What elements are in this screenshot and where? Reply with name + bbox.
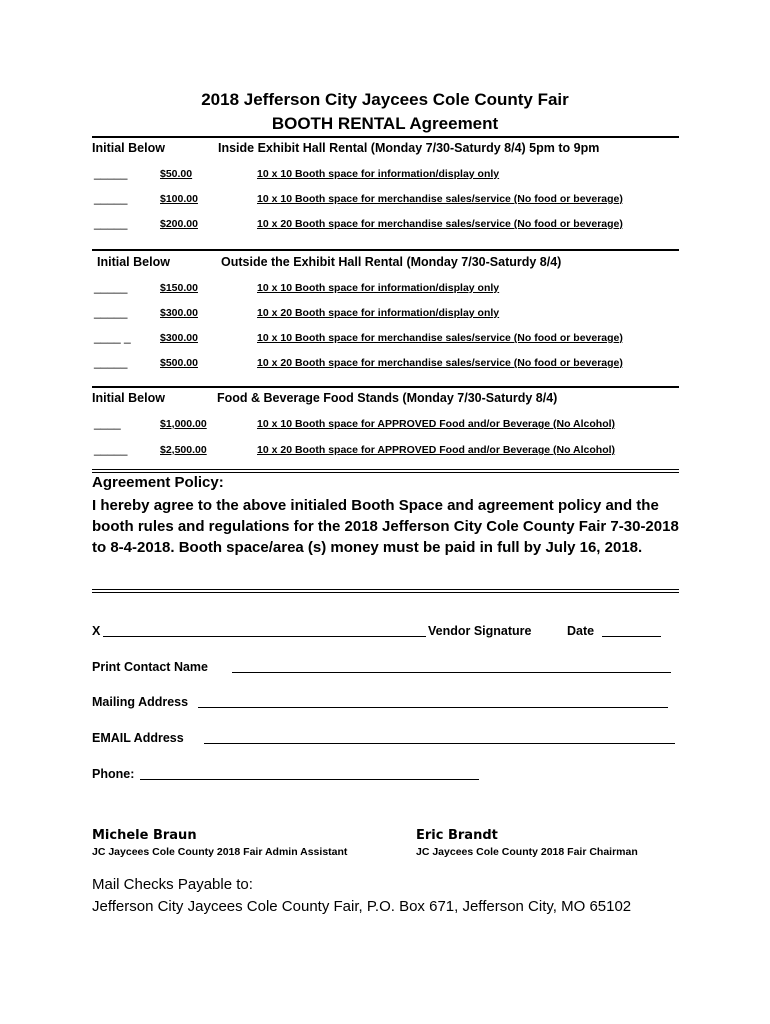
signature-x-mark: X [92,624,101,638]
divider [92,386,679,388]
initial-blank[interactable]: _____ [94,216,128,230]
divider [92,589,679,593]
print-contact-name-label: Print Contact Name [92,660,208,674]
signer-title: JC Jaycees Cole County 2018 Fair Chairman [416,846,638,858]
price: $300.00 [160,332,198,344]
booth-description: 10 x 20 Booth space for merchandise sales/service (No food or beverage) [257,357,623,369]
phone-line[interactable] [140,767,479,785]
mail-checks-colon: : [248,876,253,893]
mail-address: Jefferson City Jaycees Cole County Fair, P.O. Box 671, Jefferson City, MO 65102 [92,898,632,915]
signer-name: Eric Brandt [416,828,498,843]
divider [92,136,679,138]
vendor-signature-label: Vendor Signature [428,624,532,638]
booth-description: 10 x 10 Booth space for APPROVED Food and/or Beverage (No Alcohol) [257,418,616,430]
booth-description: 10 x 20 Booth space for merchandise sales/service (No food or beverage) [257,218,623,230]
policy-text: I hereby agree to the above initialed Booth Space and agreement policy and the booth rules and regulations for the 2018 Jefferson City Cole County Fair 7-30-2018 to 8-4-2018. Booth space/area (s) money must be paid in full by July 16, 2018. [92,497,679,556]
policy-heading: Agreement Policy: [92,474,224,491]
phone-label: Phone: [92,767,135,781]
section-heading-food: Food & Beverage Food Stands (Monday 7/30-Saturdy 8/4) [217,391,558,405]
email-address-line[interactable] [204,731,675,749]
price: $300.00 [160,307,198,319]
booth-description: 10 x 10 Booth space for merchandise sales/service (No food or beverage) [257,332,623,344]
date-line[interactable] [602,624,661,642]
booth-description: 10 x 10 Booth space for information/display only [257,168,500,180]
date-label: Date [567,624,595,638]
initial-blank[interactable]: _____ [94,166,128,180]
email-address-label: EMAIL Address [92,731,184,745]
price: $50.00 [160,168,193,180]
initial-blank[interactable]: _____ [94,191,128,205]
initial-blank[interactable]: ____ _ [94,330,131,344]
title-line-1: 2018 Jefferson City Jaycees Cole County Fair [201,90,569,109]
initial-blank[interactable]: ____ [94,416,121,430]
initial-blank[interactable]: _____ [94,355,128,369]
price: $100.00 [160,193,198,205]
booth-description: 10 x 10 Booth space for merchandise sales/service (No food or beverage) [257,193,623,205]
divider [92,469,679,473]
signer-title: JC Jaycees Cole County 2018 Fair Admin Assistant [92,846,348,858]
price: $2,500.00 [160,444,207,456]
booth-description: 10 x 20 Booth space for APPROVED Food and/or Beverage (No Alcohol) [257,444,616,456]
divider [92,249,679,251]
section-heading-inside: Inside Exhibit Hall Rental (Monday 7/30-Saturdy 8/4) 5pm to 9pm [218,141,600,155]
booth-description: 10 x 20 Booth space for information/display only [257,307,500,319]
price: $1,000.00 [160,418,207,430]
mailing-address-label: Mailing Address [92,695,189,709]
initial-below-label-1: Initial Below [92,141,165,155]
booth-description: 10 x 10 Booth space for information/display only [257,282,500,294]
initial-below-label-2: Initial Below [97,255,170,269]
section-heading-outside: Outside the Exhibit Hall Rental (Monday 7/30-Saturdy 8/4) [221,255,562,269]
mail-checks-label: Mail Checks Payable to [92,876,249,893]
price: $200.00 [160,218,198,230]
signer-name: Michele Braun [92,828,197,843]
price: $500.00 [160,357,198,369]
initial-blank[interactable]: _____ [94,280,128,294]
title-line-2: BOOTH RENTAL Agreement [271,114,499,133]
price: $150.00 [160,282,198,294]
mail-checks-heading [92,876,253,893]
print-contact-name-line[interactable] [232,660,671,678]
initial-blank[interactable]: _____ [94,442,128,456]
mailing-address-line[interactable] [198,695,668,713]
initial-blank[interactable]: _____ [94,305,128,319]
initial-below-label-3: Initial Below [92,391,165,405]
vendor-signature-line[interactable] [103,624,426,642]
